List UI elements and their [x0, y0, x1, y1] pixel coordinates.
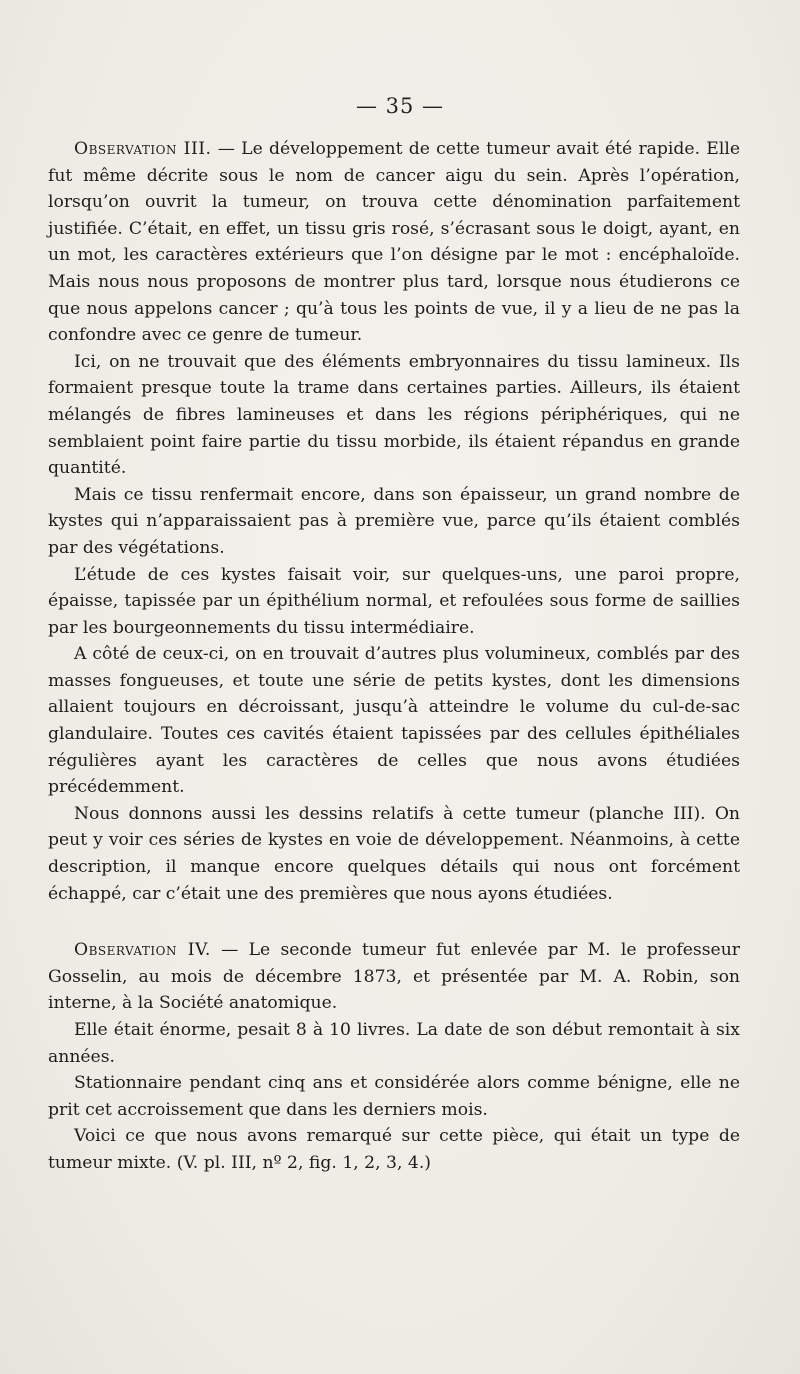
paragraph: Elle était énorme, pesait 8 à 10 livres. La date de son début remontait à six années.	[48, 1020, 740, 1067]
observation-4-first-paragraph	[48, 937, 740, 1017]
paragraph-text: — Le seconde tumeur fut enlevée par M. le professeur Gosselin, au mois de décembre 1873, et présentée par M. A. Robin, son interne, à la Société anatomique.	[48, 940, 740, 1014]
paragraph: Nous donnons aussi les dessins relatifs à cette tumeur (planche III). On peut y voir ces séries de kystes en voie de développement. Néanmoins, à cette description, il manque encore quelques détails qui nous ont forcément échappé, car c’était une des premières que nous ayons étudiées.	[48, 803, 740, 904]
body-text	[48, 136, 740, 1177]
paragraph: Stationnaire pendant cinq ans et considérée alors comme bénigne, elle ne prit cet accroissement que dans les derniers mois.	[48, 1073, 740, 1120]
paragraph-text: — Le développement de cette tumeur avait été rapide. Elle fut même décrite sous le nom de cancer aigu du sein. Après l’opération, lorsqu’on ouvrit la tumeur, on trouva cette dénomination parfaitement justifiée. C’était, en effet, un tissu gris rosé, s’écrasant sous le doigt, ayant, en un mot, les caractères extérieurs que l’on désigne par le mot : encéphaloïde. Mais nous nous proposons de montrer plus tard, lorsque nous étudierons ce que nous appelons cancer ; qu’à tous les points de vue, il y a lieu de ne pas la confondre avec ce genre de tumeur.	[48, 139, 740, 346]
paragraph: A côté de ceux-ci, on en trouvait d’autres plus volumineux, comblés par des masses fongueuses, et toute une série de petits kystes, dont les dimensions allaient toujours en décroissant, jusqu’à atteindre le volume du cul-de-sac glandulaire. Toutes ces cavités étaient tapissées par des cellules épithéliales régulières ayant les caractères de celles que nous avons étudiées précédemment.	[48, 644, 740, 798]
page-number: — 35 —	[355, 94, 445, 118]
paragraph: Voici ce que nous avons remarqué sur cette pièce, qui était un type de tumeur mixte. (V. pl. III, nº 2, fig. 1, 2, 3, 4.)	[48, 1126, 740, 1173]
paragraph: L’étude de ces kystes faisait voir, sur quelques-uns, une paroi propre, épaisse, tapissée par un épithélium normal, et refoulées sous forme de saillies par les bourgeonnements du tissu intermédiaire.	[48, 564, 740, 638]
paragraph: Ici, on ne trouvait que des éléments embryonnaires du tissu lamineux. Ils formaient presque toute la trame dans certaines parties. Ailleurs, ils étaient mélangés de fibres lamineuses et dans les régions périphériques, qui ne semblaient point faire partie du tissu morbide, ils étaient répandus en grande quantité.	[48, 351, 740, 479]
observation-4-heading: Observation IV.	[74, 940, 211, 961]
observation-3-heading: Observation III.	[74, 139, 212, 159]
section-gap	[48, 907, 740, 937]
observation-3-first-paragraph	[48, 136, 740, 349]
paragraph: Mais ce tissu renfermait encore, dans son épaisseur, un grand nombre de kystes qui n’apparaissaient pas à première vue, parce qu’ils étaient comblés par des végétations.	[48, 484, 740, 558]
